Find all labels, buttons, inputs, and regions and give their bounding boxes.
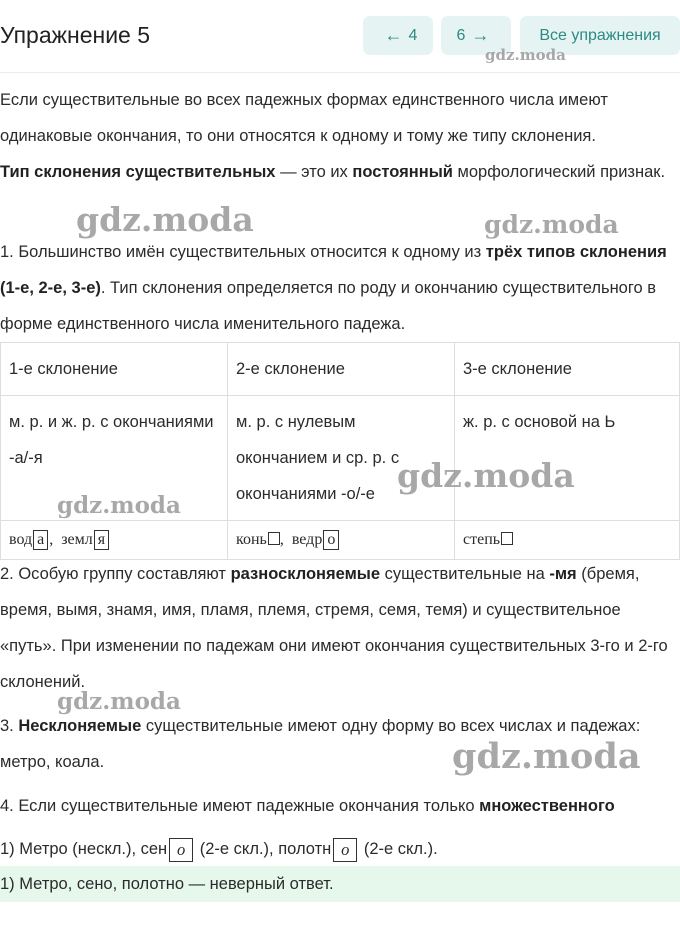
zero-ending-box xyxy=(268,532,280,545)
intro-bold-1: Тип склонения существительных xyxy=(0,163,276,181)
point-2-bold: разносклоняемые xyxy=(230,565,381,583)
example-cell-3 xyxy=(455,521,680,560)
intro-bold-2: постоянный xyxy=(352,163,453,181)
point-1-bold: трёх типов склонения (1-е, 2-е, 3-е) xyxy=(0,243,667,297)
table-example-row xyxy=(1,521,680,560)
point-4-start: 4. Если существительные имеют падежные окончания только xyxy=(0,797,480,815)
watermark-logo: gdz.moda xyxy=(57,492,181,519)
page-header xyxy=(0,0,680,73)
point-1 xyxy=(0,234,680,342)
task-text-3: (2-е скл.). xyxy=(359,840,438,858)
all-exercises-button[interactable]: Все упражнения xyxy=(520,16,680,55)
point-1-start: 1. Большинство имён существительных относится к одному из xyxy=(0,243,486,261)
zero-ending-box xyxy=(501,532,513,545)
header-cell-1: 1-е склонение xyxy=(1,343,228,396)
point-2-mid: существительные на xyxy=(380,565,550,583)
table-header-row xyxy=(1,343,680,396)
watermark-logo: gdz.moda xyxy=(452,736,641,777)
header-cell-2: 2-е склонение xyxy=(228,343,455,396)
example-stem: ведр xyxy=(291,531,323,548)
point-4-bold: множественного xyxy=(479,797,615,815)
answer-box-1: о xyxy=(169,838,193,862)
watermark-logo: gdz.moda xyxy=(485,46,566,64)
point-1-end: . Тип склонения определяется по роду и окончанию существительного в форме единственного числа именительного падежа. xyxy=(0,279,657,333)
point-2 xyxy=(0,556,680,700)
arrow-left-icon: ← xyxy=(384,25,403,45)
task-text-2: (2-е скл.), полотн xyxy=(195,840,332,858)
example-stem: вод xyxy=(9,531,33,548)
next-exercise-number: 6 xyxy=(456,26,466,44)
prev-exercise-number: 4 xyxy=(408,26,418,44)
desc-cell-2: м. р. с нулевым окончанием и ср. р. с окончаниями -о/-е xyxy=(228,396,455,521)
intro-text-end: морфологический признак. xyxy=(452,163,666,181)
watermark-logo: gdz.moda xyxy=(76,200,254,239)
example-word: конь xyxy=(236,531,267,548)
watermark-logo: gdz.moda xyxy=(397,456,575,495)
point-4 xyxy=(0,788,680,824)
prev-exercise-button[interactable] xyxy=(363,16,433,55)
desc-cell-3: ж. р. с основой на Ь xyxy=(455,396,680,521)
point-3-bold: Несклоняемые xyxy=(18,717,142,735)
example-stem: земл xyxy=(61,531,93,548)
task-line xyxy=(0,831,680,867)
page-title: Упражнение 5 xyxy=(0,22,151,48)
answer-highlight: 1) Метро, сено, полотно — неверный ответ. xyxy=(0,866,680,902)
example-separator: , xyxy=(279,531,292,548)
point-2-end: (бремя, время, вымя, знамя, имя, пламя, племя, стремя, семя, темя) и существительное «путь». При изменении по падежам они имеют окончания существительных 3-го и 2-го склонений. xyxy=(0,565,668,691)
task-text-1: 1) Метро (нескл.), сен xyxy=(0,840,168,858)
point-3-start: 3. xyxy=(0,717,19,735)
answer-box-2: о xyxy=(333,838,357,862)
example-word: степь xyxy=(463,531,501,548)
declension-table xyxy=(0,342,680,560)
example-cell-2 xyxy=(228,521,455,560)
ending-box: о xyxy=(323,530,339,550)
example-separator: , xyxy=(49,531,62,548)
intro-paragraph-1: Если существительные во всех падежных формах единственного числа имеют одинаковые окончания, то они относятся к одному и тому же типу склонения. xyxy=(0,91,608,145)
point-2-bold-2: -мя xyxy=(549,565,577,583)
ending-box: а xyxy=(33,530,48,550)
intro-text-mid: — это их xyxy=(275,163,353,181)
header-cell-3: 3-е склонение xyxy=(455,343,680,396)
point-2-start: 2. Особую группу составляют xyxy=(0,565,231,583)
intro-paragraph-2 xyxy=(0,154,680,190)
arrow-right-icon: → xyxy=(471,25,490,45)
desc-cell-1: м. р. и ж. р. с окончаниями -а/-я xyxy=(1,396,228,521)
point-3-end: существительные имеют одну форму во всех числах и падежах: метро, коала. xyxy=(0,717,641,771)
watermark-logo: gdz.moda xyxy=(57,688,181,715)
watermark-logo: gdz.moda xyxy=(484,210,619,239)
example-cell-1 xyxy=(1,521,228,560)
ending-box: я xyxy=(94,530,109,550)
